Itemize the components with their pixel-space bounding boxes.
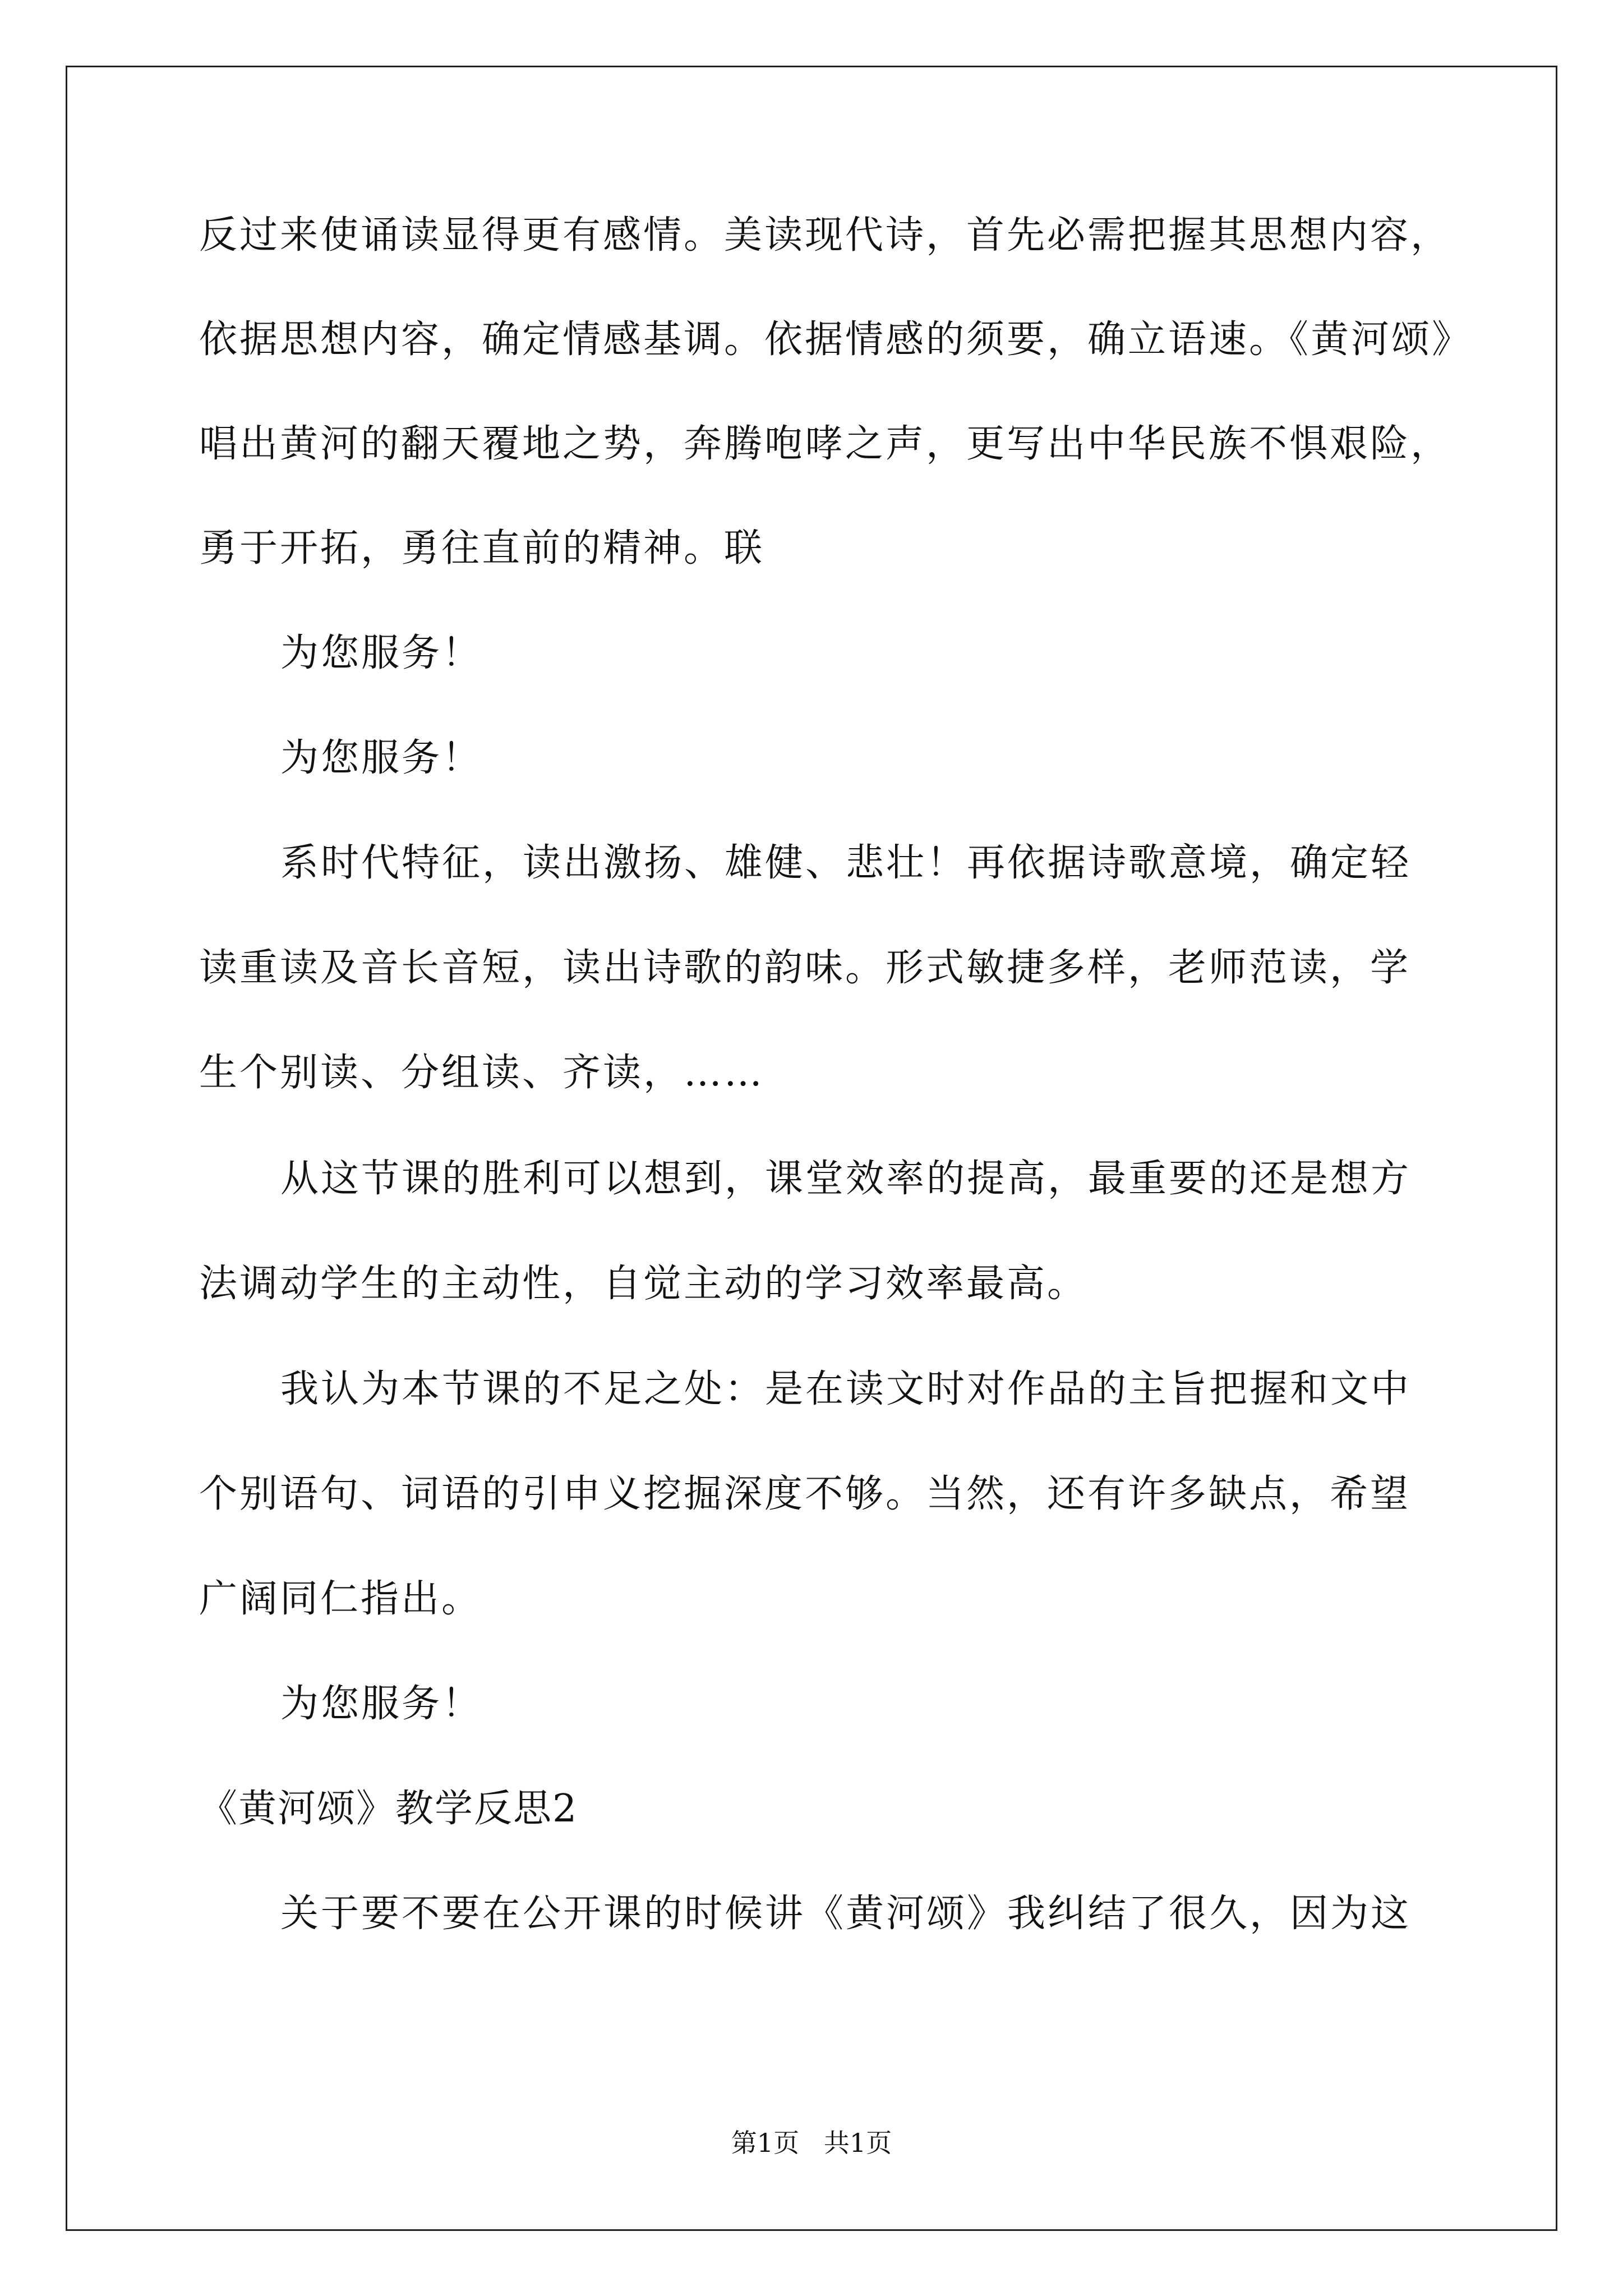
section-heading: 《黄河颂》教学反思2	[199, 1787, 578, 1831]
paragraph-5-line-1: 我认为本节课的不足之处：是在读文时对作品的主旨把握和文中	[280, 1367, 1412, 1411]
paragraph-3-line-2: 读重读及音长音短，读出诗歌的韵味。形式敏捷多样，老师范读，学	[199, 946, 1411, 990]
service-note-2: 为您服务！	[280, 736, 483, 780]
paragraph-6-line-1: 关于要不要在公开课的时候讲《黄河颂》我纠结了很久，因为这	[280, 1892, 1412, 1936]
paragraph-3-line-1: 系时代特征，读出激扬、雄健、悲壮！再依据诗歌意境，确定轻	[280, 841, 1412, 885]
service-note-3: 为您服务！	[280, 1682, 483, 1726]
body-line-4: 勇于开拓，勇往直前的精神。联	[199, 526, 765, 570]
paragraph-4-line-1: 从这节课的胜利可以想到，课堂效率的提高，最重要的还是想方	[280, 1157, 1412, 1201]
body-line-2: 依据思想内容，确定情感基调。依据情感的须要，确立语速。《黄河颂》	[199, 318, 1473, 362]
paragraph-4-line-2: 法调动学生的主动性，自觉主动的学习效率最高。	[199, 1262, 1088, 1306]
body-line-1: 反过来使诵读显得更有感情。美读现代诗，首先必需把握其思想内容，	[199, 213, 1451, 257]
paragraph-5-line-3: 广阔同仁指出。	[199, 1577, 482, 1621]
paragraph-3-line-3: 生个别读、分组读、齐读，……	[199, 1051, 765, 1095]
paragraph-5-line-2: 个别语句、词语的引申义挖掘深度不够。当然，还有许多缺点，希望	[199, 1472, 1411, 1516]
body-line-3: 唱出黄河的翻天覆地之势，奔腾咆哮之声，更写出中华民族不惧艰险，	[199, 422, 1451, 466]
page-footer: 第1页 共1页	[731, 2128, 892, 2158]
service-note-1: 为您服务！	[280, 631, 483, 675]
